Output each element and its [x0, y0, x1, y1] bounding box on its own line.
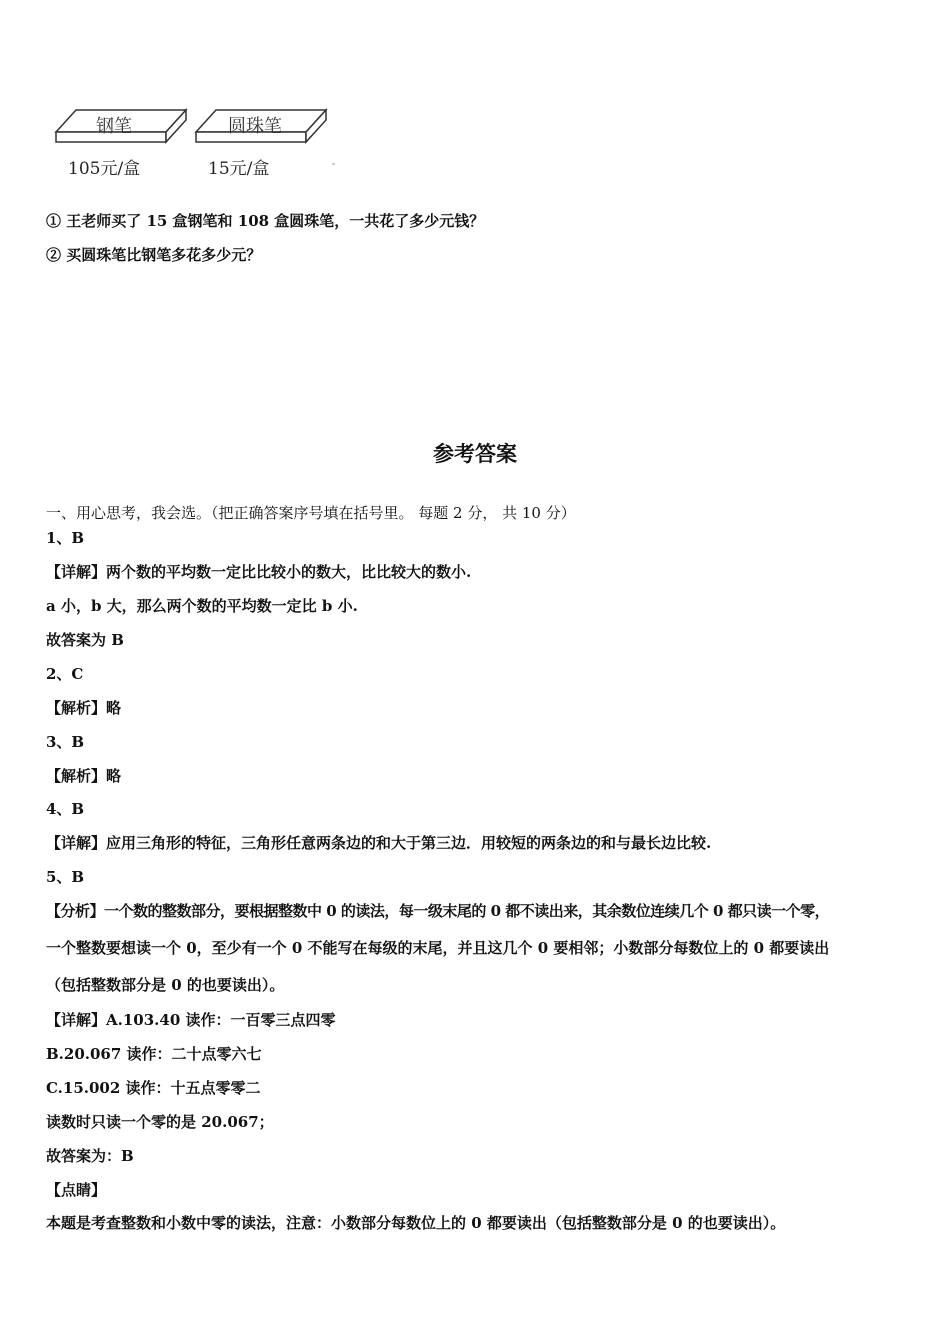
answer-line: 故答案为：B: [46, 1147, 134, 1165]
answer-line: 本题是考查整数和小数中零的读法，注意：小数部分每数位上的 0 都要读出（包括整数部分是 0 的也要读出）。: [46, 1214, 786, 1232]
answer-line: 3、B: [46, 733, 85, 751]
pen-boxes-figure: [50, 100, 340, 185]
answer-line: （包括整数部分是 0 的也要读出）。: [46, 976, 285, 994]
box1-price: 105元/盒: [68, 159, 141, 179]
answer-line: 【详解】应用三角形的特征，三角形任意两条边的和大于第三边．用较短的两条边的和与最长边比较.: [46, 834, 712, 852]
answer-line: 【解析】略: [46, 767, 122, 785]
answer-line: 5、B: [46, 868, 85, 886]
box2-price: 15元/盒: [208, 159, 270, 179]
answer-line: 读数时只读一个零的是 20.067；: [46, 1113, 274, 1131]
answer-line: 2、C: [46, 665, 84, 683]
answer-line: B.20.067 读作：二十点零六七: [46, 1045, 262, 1063]
answer-heading: 参考答案: [433, 442, 517, 466]
answer-line: C.15.002 读作：十五点零零二: [46, 1079, 261, 1097]
section-title: 一、用心思考，我会选。（把正确答案序号填在括号里。 每题 2 分， 共 10 分）: [46, 504, 576, 522]
answer-line: 【解析】略: [46, 699, 122, 717]
question-2: ② 买圆珠笔比钢笔多花多少元？: [46, 246, 262, 264]
answer-line: 4、B: [46, 800, 85, 818]
answer-line: 1、B: [46, 529, 85, 547]
answer-line: a 小，b 大，那么两个数的平均数一定比 b 小.: [46, 597, 358, 615]
answer-line: 【分析】一个数的整数部分，要根据整数中 0 的读法，每一级末尾的 0 都不读出来，其余数位连续几个 0 都只读一个零，: [46, 902, 830, 920]
answer-line: 【点睛】: [46, 1181, 107, 1199]
answer-line: 故答案为 B: [46, 631, 124, 649]
answer-line: 【详解】A.103.40 读作：一百零三点四零: [46, 1011, 336, 1029]
question-1: ① 王老师买了 15 盒钢笔和 108 盒圆珠笔，一共花了多少元钱？: [46, 212, 485, 230]
answer-line: 【详解】两个数的平均数一定比比较小的数大，比比较大的数小.: [46, 563, 472, 581]
box2-label: 圆珠笔: [228, 116, 282, 137]
answer-line: 一个整数要想读一个 0，至少有一个 0 不能写在每级的末尾，并且这几个 0 要相邻；小数部分每数位上的 0 都要读出: [46, 939, 830, 957]
box1-label: 钢笔: [96, 116, 132, 137]
